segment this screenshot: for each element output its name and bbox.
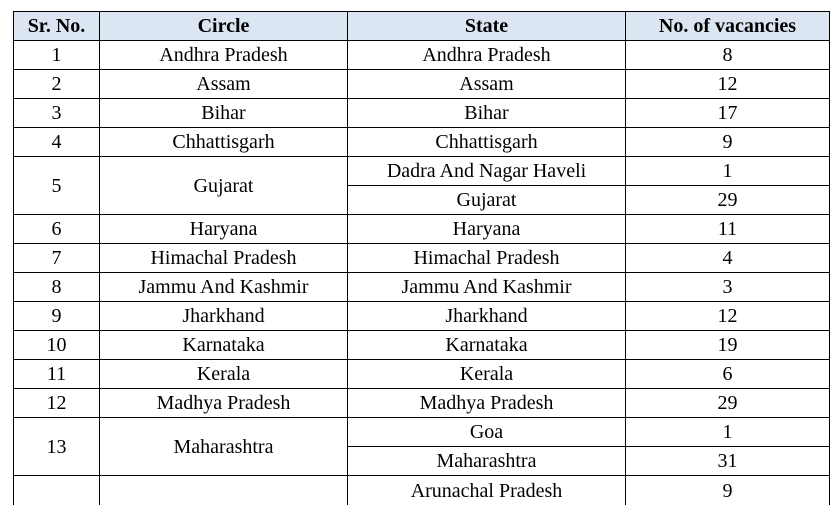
cell-circle: Madhya Pradesh [100,389,348,418]
cell-sr-no: 10 [14,331,100,360]
table-row [14,273,830,302]
table-row [14,418,830,447]
cell-circle: Chhattisgarh [100,128,348,157]
header-row [14,12,830,41]
table-row [14,70,830,99]
header-sr-no: Sr. No. [14,12,100,41]
table-body [14,41,830,506]
cell-state: Himachal Pradesh [348,244,626,273]
cell-sr-no: 12 [14,389,100,418]
table-row [14,244,830,273]
cell-vacancies: 12 [626,70,830,99]
cell-state: Karnataka [348,331,626,360]
cell-sr-no: 11 [14,360,100,389]
table-row [14,157,830,186]
cell-circle: Karnataka [100,331,348,360]
cell-state: Dadra And Nagar Haveli [348,157,626,186]
cell-state: Haryana [348,215,626,244]
cell-vacancies: 9 [626,476,830,506]
cell-sr-no: 8 [14,273,100,302]
cell-circle [100,476,348,506]
table-row [14,99,830,128]
cell-state: Jammu And Kashmir [348,273,626,302]
cell-state: Chhattisgarh [348,128,626,157]
header-state: State [348,12,626,41]
cell-vacancies: 31 [626,447,830,476]
cell-vacancies: 29 [626,389,830,418]
cell-vacancies: 29 [626,186,830,215]
cell-vacancies: 6 [626,360,830,389]
cell-circle: Himachal Pradesh [100,244,348,273]
cell-sr-no: 7 [14,244,100,273]
cell-vacancies: 4 [626,244,830,273]
cell-state: Gujarat [348,186,626,215]
cell-circle: Maharashtra [100,418,348,476]
vacancy-table [13,11,830,505]
table-row [14,331,830,360]
table-row [14,389,830,418]
cell-sr-no: 3 [14,99,100,128]
cell-circle: Jharkhand [100,302,348,331]
cell-state: Jharkhand [348,302,626,331]
cell-vacancies: 19 [626,331,830,360]
cell-vacancies: 1 [626,418,830,447]
cell-vacancies: 3 [626,273,830,302]
cell-circle: Assam [100,70,348,99]
cell-sr-no: 13 [14,418,100,476]
cell-sr-no: 1 [14,41,100,70]
cell-circle: Jammu And Kashmir [100,273,348,302]
cell-state: Goa [348,418,626,447]
header-vacancies: No. of vacancies [626,12,830,41]
cell-vacancies: 9 [626,128,830,157]
cell-circle: Andhra Pradesh [100,41,348,70]
cell-circle: Kerala [100,360,348,389]
cell-sr-no: 9 [14,302,100,331]
cell-vacancies: 1 [626,157,830,186]
table-row [14,302,830,331]
cell-state: Maharashtra [348,447,626,476]
cell-vacancies: 17 [626,99,830,128]
cell-sr-no: 5 [14,157,100,215]
cell-circle: Bihar [100,99,348,128]
table-row [14,360,830,389]
table-header [14,12,830,41]
header-circle: Circle [100,12,348,41]
cell-state: Arunachal Pradesh [348,476,626,506]
cell-sr-no: 6 [14,215,100,244]
table-row [14,41,830,70]
table-row [14,215,830,244]
cell-circle: Haryana [100,215,348,244]
cell-state: Andhra Pradesh [348,41,626,70]
cell-state: Bihar [348,99,626,128]
cell-vacancies: 8 [626,41,830,70]
cell-state: Madhya Pradesh [348,389,626,418]
cell-vacancies: 11 [626,215,830,244]
table-row [14,476,830,506]
cell-circle: Gujarat [100,157,348,215]
cell-sr-no [14,476,100,506]
cell-sr-no: 4 [14,128,100,157]
cell-state: Kerala [348,360,626,389]
cell-vacancies: 12 [626,302,830,331]
cell-state: Assam [348,70,626,99]
cell-sr-no: 2 [14,70,100,99]
table-row [14,128,830,157]
